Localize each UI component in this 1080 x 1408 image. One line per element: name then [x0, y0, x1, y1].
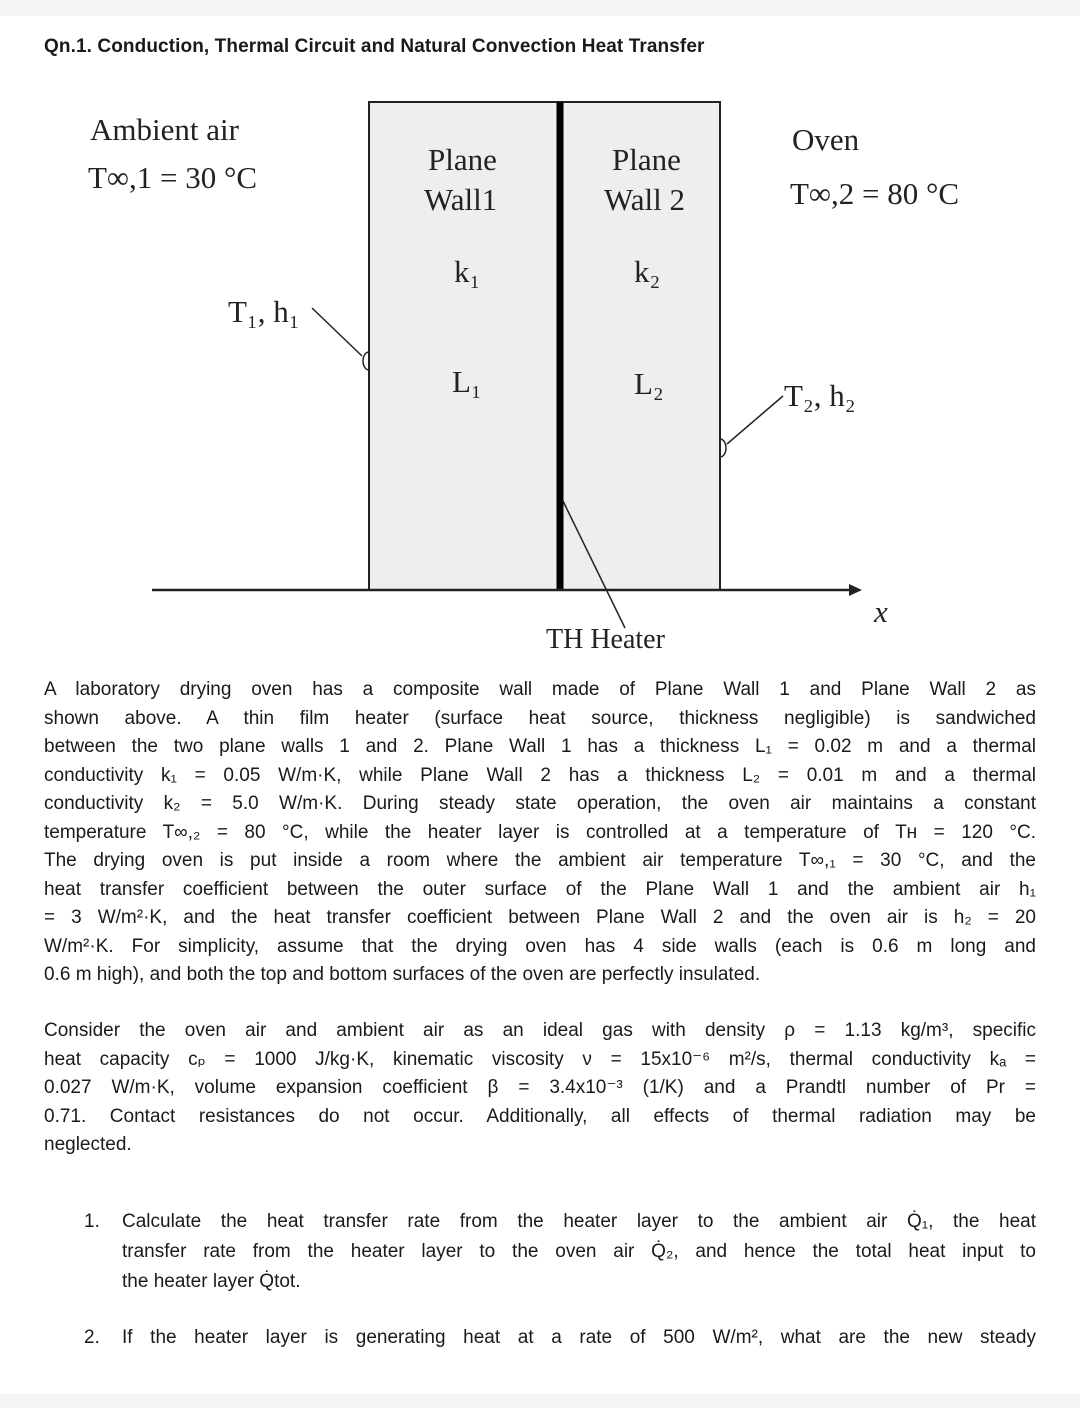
text-line: A laboratory drying oven has a composite wall made of Plane Wall 1 and Plane Wall 2 as — [44, 679, 1036, 700]
t1-leader-line — [312, 308, 362, 356]
x-axis-label: x — [874, 594, 888, 629]
question-number: 2. — [84, 1327, 100, 1348]
oven-label: Oven — [792, 122, 860, 157]
k1-label: k₁ — [454, 254, 481, 289]
text-line: The drying oven is put inside a room where the ambient air temperature T∞,₁ = 30 °C, and the — [44, 850, 1036, 871]
k2-label: k₂ — [634, 254, 661, 289]
x-axis-arrow-icon — [849, 584, 862, 596]
text-line: heat capacity cₚ = 1000 J/kg·K, kinematic viscosity ν = 15x10⁻⁶ m²/s, thermal conductivity kₐ = — [44, 1048, 1036, 1070]
T1-h1-label: T₁, h₁ — [228, 294, 300, 329]
text-line: temperature T∞,₂ = 80 °C, while the heater layer is controlled at a temperature of Tʜ = 120 °C. — [44, 821, 1036, 843]
L1-label: L₁ — [452, 364, 482, 399]
fluid-properties — [44, 1017, 1036, 1160]
question-number: 1. — [84, 1211, 100, 1232]
wall2-label-line1: Plane — [612, 142, 681, 177]
wall1-label-line2: Wall1 — [424, 182, 498, 217]
text-line: heat transfer coefficient between the outer surface of the Plane Wall 1 and the ambient air h₁ — [44, 878, 1036, 900]
text-line: 0.71. Contact resistances do not occur. Additionally, all effects of thermal radiation may be — [44, 1105, 1036, 1127]
text-line: = 3 W/m²·K, and the heat transfer coefficient between Plane Wall 2 and the oven air is h₂ = 20 — [44, 907, 1036, 928]
question-list — [84, 1207, 1036, 1353]
T2-h2-label: T₂, h₂ — [784, 378, 856, 413]
question-item — [84, 1323, 1036, 1353]
wall2-label-line2: Wall 2 — [604, 182, 686, 217]
ambient-temp: T∞,1 = 30 °C — [88, 160, 258, 195]
text-line: transfer rate from the heater layer to the oven air Q̇₂, and hence the total heat input to — [122, 1241, 1036, 1262]
text-line: 0.6 m high), and both the top and bottom surfaces of the oven are perfectly insulated. — [44, 964, 761, 985]
text-line: Consider the oven air and ambient air as an ideal gas with density ρ = 1.13 kg/m³, specific — [44, 1020, 1036, 1041]
question-title: Qn.1. Conduction, Thermal Circuit and Natural Convection Heat Transfer — [44, 36, 705, 57]
L2-label: L₂ — [634, 366, 664, 401]
ambient-label: Ambient air — [90, 112, 239, 147]
text-line: between the two plane walls 1 and 2. Plane Wall 1 has a thickness L₁ = 0.02 m and a thermal — [44, 736, 1036, 757]
problem-description — [44, 676, 1036, 990]
oven-temp: T∞,2 = 80 °C — [790, 176, 960, 211]
text-line: the heater layer Q̇tot. — [122, 1271, 301, 1292]
document-page — [0, 16, 1080, 1394]
text-line: W/m²·K. For simplicity, assume that the drying oven has 4 side walls (each is 0.6 m long and — [44, 935, 1036, 957]
heater-label: TH Heater — [546, 624, 665, 655]
text-line: If the heater layer is generating heat at a rate of 500 W/m², what are the new steady — [122, 1327, 1036, 1348]
text-line: neglected. — [44, 1134, 132, 1155]
text-line: conductivity k₂ = 5.0 W/m·K. During steady state operation, the oven air maintains a constant — [44, 793, 1036, 814]
text-line: Calculate the heat transfer rate from the heater layer to the ambient air Q̇₁, the heat — [122, 1211, 1036, 1232]
text-line: conductivity k₁ = 0.05 W/m·K, while Plane Wall 2 has a thickness L₂ = 0.01 m and a thermal — [44, 764, 1036, 786]
t2-leader-line — [727, 396, 783, 444]
question-item — [84, 1207, 1036, 1297]
text-line: shown above. A thin film heater (surface heat source, thickness negligible) is sandwiched — [44, 707, 1036, 729]
text-line: 0.027 W/m·K, volume expansion coefficient β = 3.4x10⁻³ (1/K) and a Prandtl number of Pr = — [44, 1077, 1036, 1098]
wall1-label-line1: Plane — [428, 142, 497, 177]
